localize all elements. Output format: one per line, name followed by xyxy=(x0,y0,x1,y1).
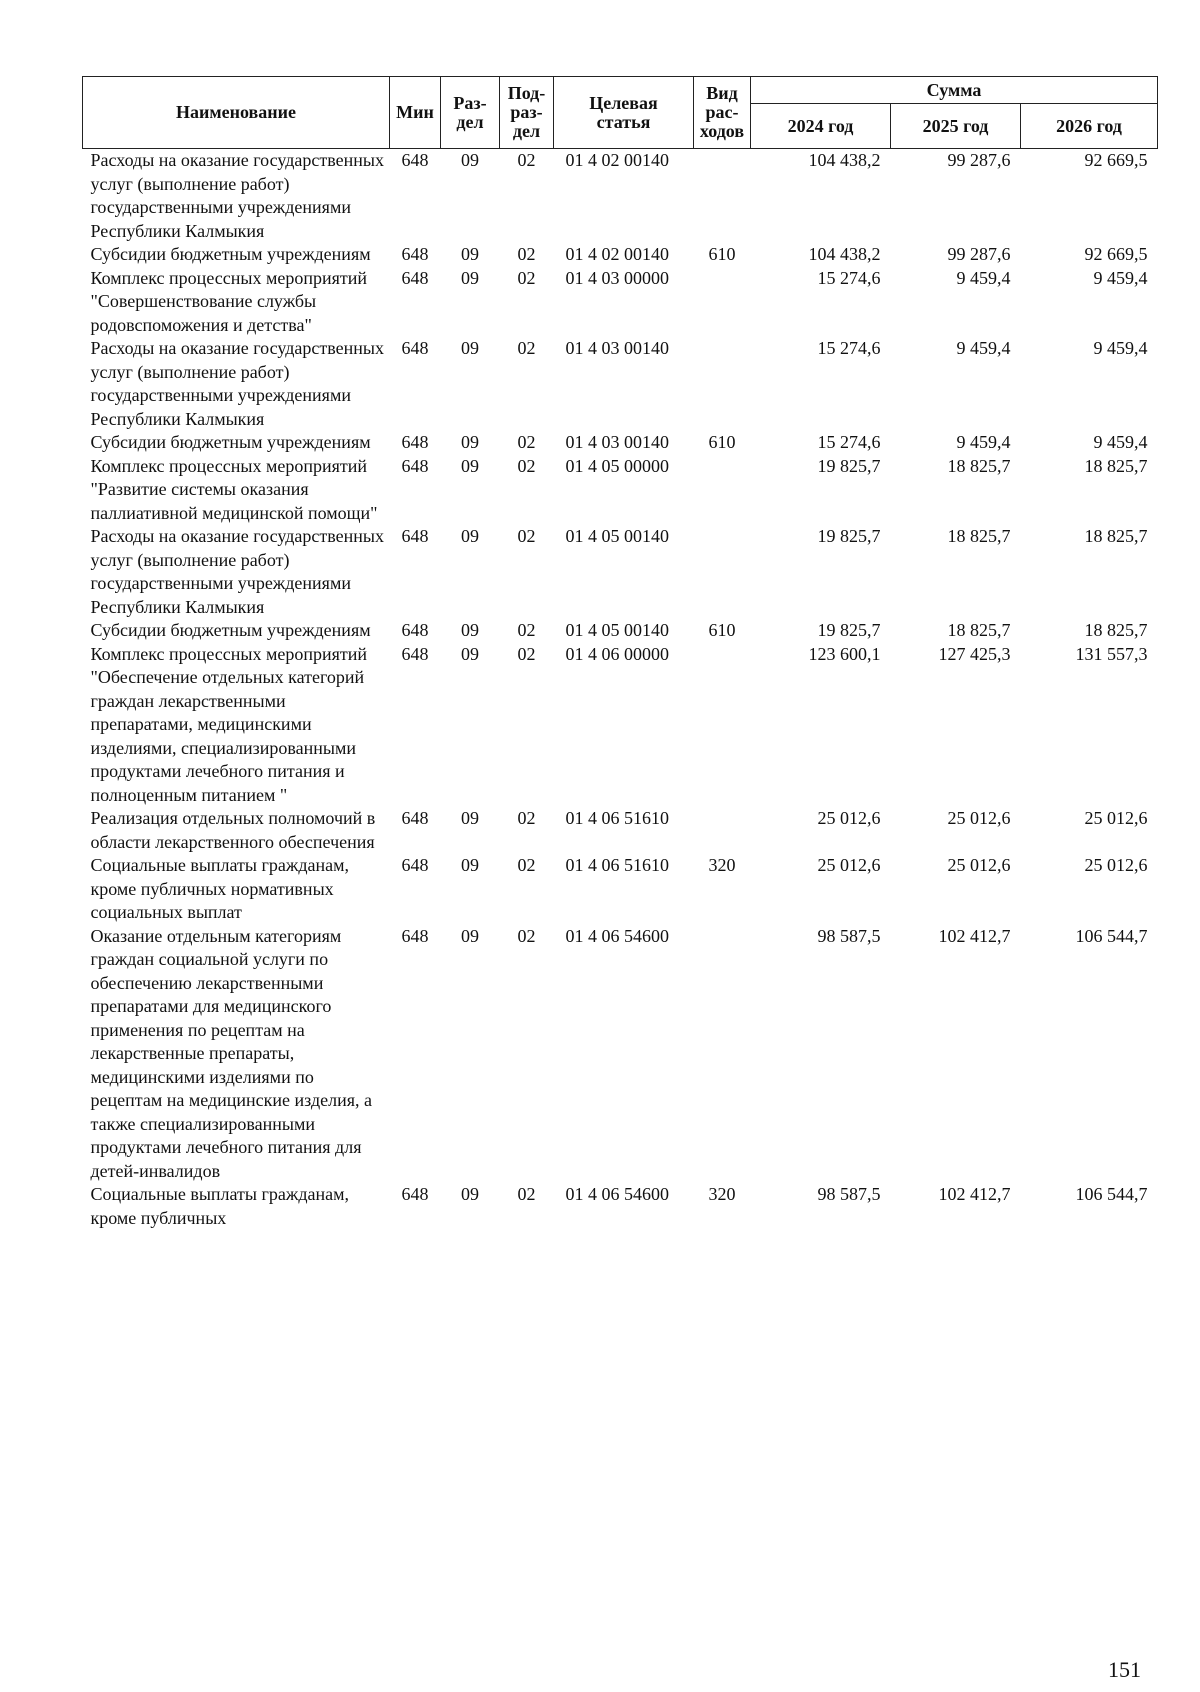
row-sum-2026: 9 459,4 xyxy=(1093,432,1148,452)
row-sum-2026: 18 825,7 xyxy=(1084,620,1148,640)
table-row xyxy=(83,807,1158,854)
row-podrazdel: 02 xyxy=(517,925,536,946)
row-podrazdel: 02 xyxy=(517,432,536,452)
row-sum-2026: 18 825,7 xyxy=(1084,526,1148,546)
table-header xyxy=(83,77,1158,149)
row-podrazdel: 02 xyxy=(517,620,536,640)
row-sum-2026: 18 825,7 xyxy=(1084,455,1148,476)
row-vid: 610 xyxy=(708,432,736,452)
row-name: Расходы на оказание государственных услуг (выполнение работ) государственными учреждениями Республики Калмыкия xyxy=(90,338,384,429)
row-min: 648 xyxy=(401,432,429,452)
row-name: Реализация отдельных полномочий в области лекарственного обеспечения xyxy=(90,808,376,852)
row-vid xyxy=(694,267,751,338)
row-celevaya: 01 4 06 54600 xyxy=(565,925,669,946)
row-podrazdel: 02 xyxy=(517,150,536,170)
row-min: 648 xyxy=(401,643,429,664)
row-celevaya: 01 4 02 00140 xyxy=(565,150,669,170)
row-vid: 320 xyxy=(708,855,736,875)
table-row xyxy=(83,267,1158,338)
table-row xyxy=(83,337,1158,431)
budget-table-page xyxy=(82,76,1157,1230)
row-sum-2024: 98 587,5 xyxy=(817,925,881,946)
table-row xyxy=(83,455,1158,526)
row-vid: 610 xyxy=(708,620,736,640)
row-razdel: 09 xyxy=(461,808,479,828)
row-sum-2026: 92 669,5 xyxy=(1084,150,1148,170)
row-celevaya: 01 4 03 00140 xyxy=(565,338,669,358)
row-razdel: 09 xyxy=(461,643,479,664)
header-vid: Вид рас- ходов xyxy=(694,77,751,149)
row-razdel: 09 xyxy=(461,526,479,546)
header-2026: 2026 год xyxy=(1021,104,1158,149)
table-row xyxy=(83,925,1158,1184)
row-sum-2024: 15 274,6 xyxy=(817,267,881,288)
row-min: 648 xyxy=(401,925,429,946)
row-vid xyxy=(694,525,751,619)
row-min: 648 xyxy=(401,267,429,288)
row-sum-2025: 9 459,4 xyxy=(956,338,1011,358)
table-row xyxy=(83,149,1158,244)
row-name: Комплекс процессных мероприятий "Обеспечение отдельных категорий граждан лекарственными препаратами, медицинскими изделиями, специализированными продуктами лечебного питания и полноценным питанием " xyxy=(90,643,368,805)
row-sum-2026: 9 459,4 xyxy=(1093,267,1148,288)
row-name: Социальные выплаты гражданам, кроме публичных нормативных социальных выплат xyxy=(90,855,349,922)
row-celevaya: 01 4 06 00000 xyxy=(565,643,669,664)
table-row xyxy=(83,619,1158,643)
header-name: Наименование xyxy=(83,77,390,149)
row-celevaya: 01 4 03 00000 xyxy=(565,267,669,288)
table-row xyxy=(83,854,1158,925)
row-podrazdel: 02 xyxy=(517,267,536,288)
row-sum-2024: 15 274,6 xyxy=(817,338,881,358)
row-vid xyxy=(694,925,751,1184)
row-name: Социальные выплаты гражданам, кроме публичных xyxy=(90,1184,349,1228)
row-celevaya: 01 4 05 00140 xyxy=(565,526,669,546)
row-sum-2025: 25 012,6 xyxy=(947,855,1011,875)
row-podrazdel: 02 xyxy=(517,526,536,546)
row-min: 648 xyxy=(401,620,429,640)
row-sum-2025: 9 459,4 xyxy=(956,267,1011,288)
row-razdel: 09 xyxy=(461,620,479,640)
row-vid xyxy=(694,149,751,244)
row-sum-2024: 19 825,7 xyxy=(817,620,881,640)
row-celevaya: 01 4 05 00140 xyxy=(565,620,669,640)
row-vid: 610 xyxy=(708,244,736,264)
row-sum-2025: 18 825,7 xyxy=(947,620,1011,640)
row-min: 648 xyxy=(401,526,429,546)
row-min: 648 xyxy=(401,855,429,875)
header-razdel: Раз- дел xyxy=(441,77,500,149)
row-sum-2026: 25 012,6 xyxy=(1084,808,1148,828)
row-razdel: 09 xyxy=(461,267,479,288)
row-sum-2025: 99 287,6 xyxy=(947,150,1011,170)
row-sum-2025: 99 287,6 xyxy=(947,244,1011,264)
row-vid xyxy=(694,643,751,808)
row-podrazdel: 02 xyxy=(517,244,536,264)
row-celevaya: 01 4 06 54600 xyxy=(565,1184,669,1204)
row-name: Субсидии бюджетным учреждениям xyxy=(90,620,371,640)
row-podrazdel: 02 xyxy=(517,455,536,476)
row-min: 648 xyxy=(401,244,429,264)
row-podrazdel: 02 xyxy=(517,855,536,875)
row-name: Оказание отдельным категориям граждан социальной услуги по обеспечению лекарственными препаратами для медицинского применения по рецептам на лекарственные препараты, медицинскими изделиями по рецептам на медицинские изделия, а также специализированными продуктами лечебного питания для детей-инвалидов xyxy=(90,925,372,1181)
row-min: 648 xyxy=(401,338,429,358)
row-sum-2025: 25 012,6 xyxy=(947,808,1011,828)
row-sum-2025: 18 825,7 xyxy=(947,455,1011,476)
table-row xyxy=(83,431,1158,455)
row-razdel: 09 xyxy=(461,244,479,264)
row-name: Комплекс процессных мероприятий "Совершенствование службы родовспоможения и детства" xyxy=(90,267,368,335)
row-sum-2026: 106 544,7 xyxy=(1075,1184,1148,1204)
table-row xyxy=(83,243,1158,267)
table-body xyxy=(83,149,1158,1231)
row-sum-2026: 131 557,3 xyxy=(1075,643,1148,664)
row-vid xyxy=(694,455,751,526)
row-sum-2026: 92 669,5 xyxy=(1084,244,1148,264)
row-celevaya: 01 4 05 00000 xyxy=(565,455,669,476)
row-min: 648 xyxy=(401,808,429,828)
row-name: Субсидии бюджетным учреждениям xyxy=(90,244,371,264)
row-sum-2025: 127 425,3 xyxy=(938,643,1011,664)
row-podrazdel: 02 xyxy=(517,808,536,828)
row-vid xyxy=(694,337,751,431)
row-min: 648 xyxy=(401,1184,429,1204)
row-razdel: 09 xyxy=(461,925,479,946)
row-sum-2024: 25 012,6 xyxy=(817,855,881,875)
row-sum-2024: 19 825,7 xyxy=(817,455,881,476)
row-sum-2024: 104 438,2 xyxy=(808,244,881,264)
row-razdel: 09 xyxy=(461,855,479,875)
row-celevaya: 01 4 06 51610 xyxy=(565,808,669,828)
header-celevaya: Целевая статья xyxy=(554,77,694,149)
row-podrazdel: 02 xyxy=(517,643,536,664)
row-razdel: 09 xyxy=(461,150,479,170)
row-razdel: 09 xyxy=(461,338,479,358)
header-min: Мин xyxy=(390,77,441,149)
row-celevaya: 01 4 02 00140 xyxy=(565,244,669,264)
row-sum-2025: 102 412,7 xyxy=(938,1184,1011,1204)
table-row xyxy=(83,1183,1158,1230)
row-name: Расходы на оказание государственных услуг (выполнение работ) государственными учреждениями Республики Калмыкия xyxy=(90,150,384,241)
row-sum-2024: 25 012,6 xyxy=(817,808,881,828)
row-sum-2024: 15 274,6 xyxy=(817,432,881,452)
row-razdel: 09 xyxy=(461,432,479,452)
row-sum-2024: 123 600,1 xyxy=(808,643,881,664)
row-podrazdel: 02 xyxy=(517,1184,536,1204)
header-2024: 2024 год xyxy=(751,104,891,149)
row-podrazdel: 02 xyxy=(517,338,536,358)
row-name: Расходы на оказание государственных услуг (выполнение работ) государственными учреждениями Республики Калмыкия xyxy=(90,526,384,617)
header-summa: Сумма xyxy=(751,77,1158,104)
row-sum-2024: 104 438,2 xyxy=(808,150,881,170)
header-2025: 2025 год xyxy=(891,104,1021,149)
row-razdel: 09 xyxy=(461,1184,479,1204)
row-min: 648 xyxy=(401,150,429,170)
table-row xyxy=(83,525,1158,619)
row-celevaya: 01 4 03 00140 xyxy=(565,432,669,452)
row-sum-2026: 9 459,4 xyxy=(1093,338,1148,358)
row-razdel: 09 xyxy=(461,455,479,476)
page-number: 151 xyxy=(1108,1657,1141,1682)
row-min: 648 xyxy=(401,455,429,476)
budget-table xyxy=(82,76,1158,1230)
header-podrazdel: Под- раз- дел xyxy=(500,77,554,149)
row-sum-2024: 19 825,7 xyxy=(817,526,881,546)
row-name: Субсидии бюджетным учреждениям xyxy=(90,432,371,452)
row-sum-2025: 9 459,4 xyxy=(956,432,1011,452)
row-sum-2025: 102 412,7 xyxy=(938,925,1011,946)
row-vid xyxy=(694,807,751,854)
table-row xyxy=(83,643,1158,808)
row-sum-2024: 98 587,5 xyxy=(817,1184,881,1204)
row-sum-2026: 106 544,7 xyxy=(1075,925,1148,946)
row-celevaya: 01 4 06 51610 xyxy=(565,855,669,875)
row-vid: 320 xyxy=(708,1184,736,1204)
row-name: Комплекс процессных мероприятий "Развитие системы оказания паллиативной медицинской помощи" xyxy=(90,455,378,523)
row-sum-2025: 18 825,7 xyxy=(947,526,1011,546)
row-sum-2026: 25 012,6 xyxy=(1084,855,1148,875)
